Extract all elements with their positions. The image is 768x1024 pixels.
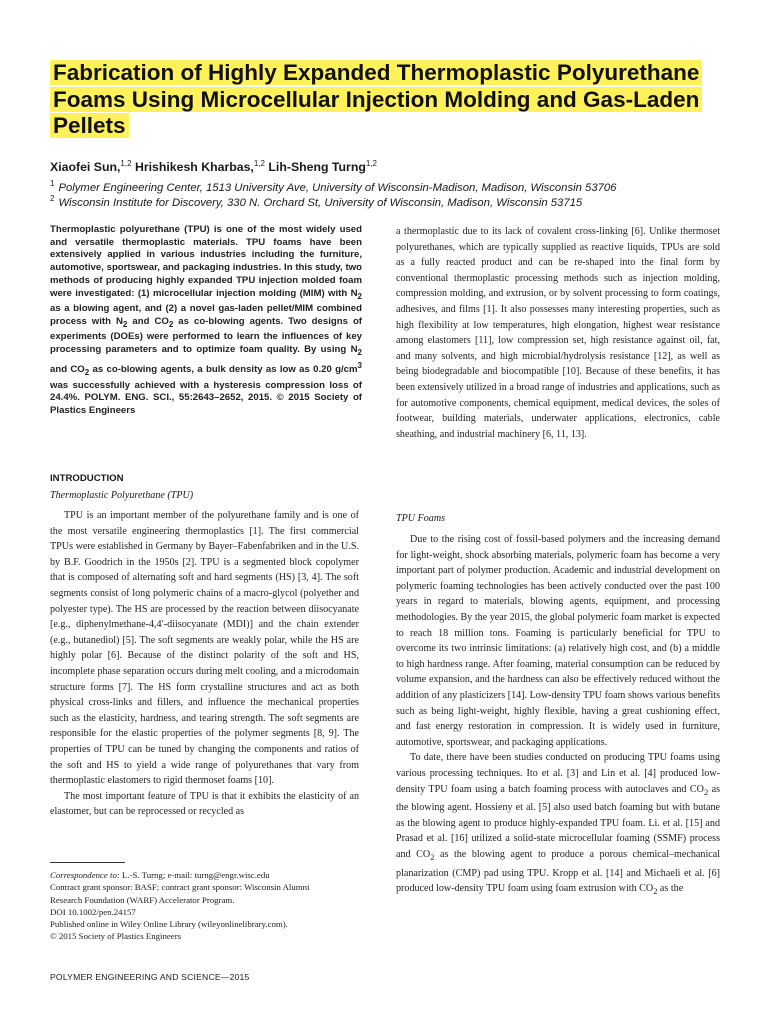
paragraph-text: To date, there have been studies conducted on producing TPU foams using various processing techniques. Ito et al. [3] and Lin et al. [4] produced low-density TPU foam using a batch foaming process with autoclaves and CO <box>396 752 720 795</box>
paragraph: a thermoplastic due to its lack of covalent cross-linking [6]. Unlike thermoset polyurethanes, which are typically supplied as reactive liquids, TPUs are sold as a fully reacted product and can be re-shaped into the final form by conventional thermoplastic processing methods such as injection molding, compression molding, and extrusion, or by solvent processing to form coatings, adhesives, and films [1]. It also possesses many interesting properties, such as high flexibility at low temperatures, high elongation, highest wear resistance among elastomers [11], low compression set, high resistance against oil, fat, and many solvents, and high microbial/hydrolysis resistance [12], as well as being biodegradable and biocompatible [10]. Because of these benefits, it has been extensively utilized in a broad range of industries and applications, such as for automotive components, chemical equipment, medical devices, the soles of footwear, building materials, underwater applications, electronics, cable sheathing, and industrial machinery [6, 11, 13]. <box>396 226 720 440</box>
affiliation-number: 1 <box>50 179 55 188</box>
subscript: 2 <box>357 348 362 358</box>
abstract-text: as a blowing agent, and (2) a novel gas-laden pellet/MIM combined process with N <box>50 303 362 327</box>
abstract-text: and CO <box>50 363 85 375</box>
left-column-body <box>50 508 359 820</box>
paragraph <box>396 750 720 899</box>
author-name: Hrishikesh Kharbas, <box>134 160 254 175</box>
abstract-text: was successfully achieved with a hysteresis compression loss of 24.4%. <box>50 379 362 404</box>
subscript: 2 <box>430 852 435 862</box>
subscript: 2 <box>653 887 658 897</box>
title-line-1: Fabrication of Highly Expanded Thermoplastic Polyurethane <box>50 60 702 85</box>
affiliation-2 <box>50 194 740 209</box>
paper-title <box>50 60 740 140</box>
published-line: Published online in Wiley Online Library (wileyonlinelibrary.com). <box>50 919 288 930</box>
subscript: 2 <box>84 367 90 377</box>
subscript: 2 <box>168 319 174 329</box>
author-affil-sup: 1,2 <box>120 159 132 168</box>
paragraph-text: as the blowing agent. Hossieny et al. [5] also used batch foaming but with butane as the blowing agent to produce highly-expanded TPU foam. Li. et al. [15] and Prasad et al. [16] utilized a solid-state microcellular foaming (SSMF) process and CO <box>396 783 720 860</box>
affiliation-text: Wisconsin Institute for Discovery, 330 N. Orchard St, University of Wisconsin, Madison, Wisconsin 53715 <box>58 196 583 209</box>
subscript: 2 <box>703 787 709 797</box>
subscript: 2 <box>122 319 128 329</box>
correspondence-label: Correspondence to: <box>50 870 120 880</box>
abstract-citation: POLYM. ENG. SCI., 55:2643–2652, 2015. © 2015 Society of Plastics Engineers <box>50 392 362 416</box>
copyright-line: © 2015 Society of Plastics Engineers <box>50 931 182 942</box>
author-name: Lih-Sheng Turng <box>268 160 366 175</box>
superscript: 3 <box>357 360 362 370</box>
right-column-body-top <box>396 224 720 442</box>
author-list <box>50 159 740 174</box>
affiliation-text: Polymer Engineering Center, 1513 University Ave, University of Wisconsin-Madison, Madison, Wisconsin 53706 <box>58 181 617 194</box>
footnotes <box>50 869 362 943</box>
abstract-text: Thermoplastic polyurethane (TPU) is one of the most widely used and versatile thermoplastic materials. TPU foams have been extensively applied in various industries including the furniture, automotive, sportswear, and packaging industries. In this study, two methods of producing highly expanded TPU injection molded foam were investigated: (1) microcellular injection molding (MIM) with N <box>50 224 362 299</box>
paragraph: Due to the rising cost of fossil-based polymers and the increasing demand for light-weight, shock absorbing materials, polymeric foam has become a very important part of polymer production. Academic and industrial development on polymeric foaming technologies has been actively conducted over the past 100 years in regard to materials, blowing agents, equipment, and processing methodologies. By the year 2015, the global polymeric foam market is expected to reach 18 million tons. Foaming is particularly beneficial for TPU to overcome its two intrinsic limitations: (a) relatively high cost, and (b) a middle to high hardness range. After foaming, material consumption can be reduced by volume expansion, and the hardness can also be effectively reduced without the addition of any plasticizers [14]. Low-density TPU foam shows various benefits such as being light-weight, highly flexible, having a great cushioning effect, and fast energy restoration in compression. It is widely used in furniture, automotive, sportswear, and packaging applications. <box>396 534 720 748</box>
affiliation-1 <box>50 179 740 194</box>
doi-line: DOI 10.1002/pen.24157 <box>50 906 136 917</box>
abstract-text: and CO <box>127 315 169 327</box>
correspondence-text: L.-S. Turng; e-mail: turng@engr.wisc.edu <box>119 870 270 880</box>
subscript: 2 <box>357 291 362 301</box>
paragraph: The most important feature of TPU is that it exhibits the elasticity of an elastomer, but can be reprocessed or recycled as <box>50 790 359 818</box>
paragraph-text: as the blowing agent to produce a porous chemical–mechanical planarization (CMP) pad using TPU. Kropp et al. [14] and Michaeli et al. [6] produced low-density TPU foam using foam extrusion with CO <box>396 848 721 895</box>
abstract-text: as co-blowing agents, a bulk density as low as 0.20 g/cm <box>89 363 358 375</box>
footnote-divider <box>50 862 125 863</box>
grant-line-2: Research Foundation (WARF) Accelerator Program. <box>50 894 235 905</box>
author-name: Xiaofei Sun, <box>50 160 121 175</box>
title-line-3: Pellets <box>50 113 129 138</box>
subsection-heading-tpu-foams: TPU Foams <box>396 513 446 524</box>
section-heading-introduction: INTRODUCTION <box>50 473 124 484</box>
journal-footer: POLYMER ENGINEERING AND SCIENCE—2015 <box>50 972 250 982</box>
paragraph: TPU is an important member of the polyurethane family and is one of the most versatile engineering thermoplastics [1]. The first commercial TPUs were established in Germany by Bayer–Fabenfabriken and in the U.S. by B.F. Goodrich in the 1950s [2]. TPU is a segmented block copolymer that is composed of alternating soft and hard segments (HS) [3, 4]. The soft segments consist of long polymeric chains of a macro-glycol (polyether and polyester type). The HS are processed by the reaction between diisocyanate [e.g., diphenylmethane-4,4′-diisocyanate (MDI)] and the chain extender (e.g., butanediol) [5]. The soft segments are weakly polar, while the HS are highly polar [6]. Because of the distinct polarity of the soft and HS, incomplete phase separation occurs during melt cooling, and a microdomain structure forms [7]. The HS form crystalline structures and act as both physical cross-links and fillers, and influence the mechanical properties such as the elasticity, hardness, and tearing strength. The soft segments are responsible for the elastic properties of the polymer segments [8, 9]. The properties of TPU can be tuned by changing the components and ratios of the soft and HS to yield a wide range of polyurethanes that vary from thermoplastic elastomers to rigid thermoset foams [10]. <box>50 510 359 787</box>
paragraph-text: as the <box>657 883 684 895</box>
correspondence-note <box>50 869 362 881</box>
right-column-body-bottom <box>396 532 720 900</box>
author-affil-sup: 1,2 <box>253 159 265 168</box>
subsection-heading-tpu: Thermoplastic Polyurethane (TPU) <box>50 490 194 501</box>
author-affil-sup: 1,2 <box>365 159 377 168</box>
grant-line-1: Contract grant sponsor: BASF; contract grant sponsor: Wisconsin Alumni <box>50 882 310 893</box>
affiliation-number: 2 <box>50 194 55 203</box>
abstract-text: as co-blowing agents. Two designs of experiments (DOEs) were performed to learn the influences of key processing parameters and to optimize foam quality. By using N <box>50 315 362 356</box>
abstract <box>50 224 362 418</box>
title-line-2: Foams Using Microcellular Injection Molding and Gas-Laden <box>50 87 702 112</box>
